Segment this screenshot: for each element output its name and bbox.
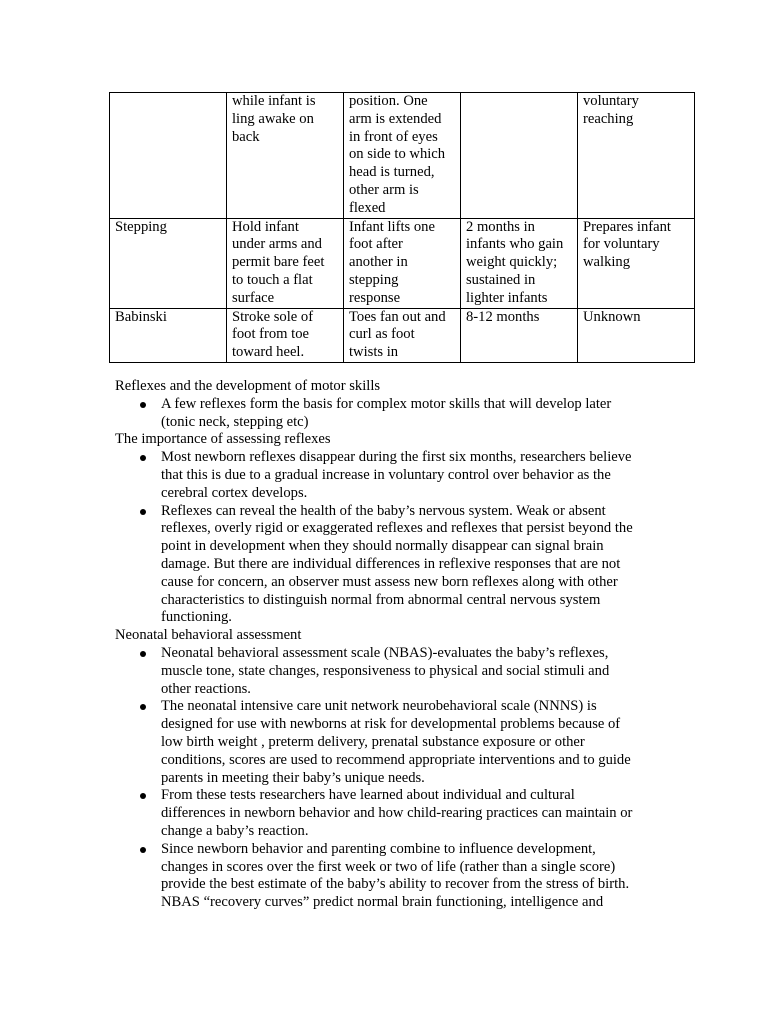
cell-text-line: sustained in <box>466 271 536 288</box>
cell-text-line: Unknown <box>583 308 641 325</box>
bullet-text-line: Most newborn reflexes disappear during the first six months, researchers believe <box>161 449 632 466</box>
bullet-text-line: changes in scores over the first week or two of life (rather than a single score) <box>161 858 616 875</box>
cell-text-line: twists in <box>349 344 399 361</box>
cell-text-line: for voluntary <box>583 236 660 253</box>
bullet-text-line: low birth weight , preterm delivery, prenatal substance exposure or other <box>161 733 585 750</box>
section-heading: Reflexes and the development of motor skills <box>115 378 381 394</box>
bullet-text-line: Neonatal behavioral assessment scale (NBAS)-evaluates the baby’s reflexes, <box>161 644 609 661</box>
bullet-dot-icon <box>140 402 146 408</box>
bullet-list <box>115 449 675 627</box>
bullet-text-line: reflexes, overly rigid or exaggerated reflexes and reflexes that persist beyond the <box>161 520 633 537</box>
cell-text-line: 8-12 months <box>466 308 540 325</box>
cell-text-line: arm is extended <box>349 110 442 127</box>
section-heading: Neonatal behavioral assessment <box>115 627 302 644</box>
bullet-list <box>115 396 675 432</box>
cell-text-line: other arm is <box>349 181 419 198</box>
bullet-text-line: muscle tone, state changes, responsiveness to physical and social stimuli and <box>161 662 610 679</box>
bullet-text-line: NBAS “recovery curves” predict normal brain functioning, intelligence and <box>161 894 604 911</box>
table-cell <box>110 93 227 219</box>
bullet-text-line: characteristics to distinguish normal from abnormal central nervous system <box>161 591 601 608</box>
bullet-dot-icon <box>140 651 146 657</box>
cell-text-line: Stepping <box>115 218 167 235</box>
bullet-text-line: (tonic neck, stepping etc) <box>161 413 309 430</box>
cell-text-line: curl as foot <box>349 326 415 343</box>
cell-text-line: Babinski <box>115 308 167 325</box>
cell-text-line: in front of eyes <box>349 128 438 145</box>
bullet-text-line: provide the best estimate of the baby’s ability to recover from the stress of birth. <box>161 876 630 893</box>
bullet-text-line: point in development when they should normally disappear can signal brain <box>161 538 604 555</box>
bullet-item <box>115 698 675 787</box>
cell-text-line: infants who gain <box>466 236 564 253</box>
cell-text-line: Stroke sole of <box>232 308 314 325</box>
bullet-text-line: Since newborn behavior and parenting combine to influence development, <box>161 840 596 857</box>
document-body <box>115 378 675 912</box>
cell-text-line: position. One <box>349 93 428 109</box>
cell-text-line: voluntary <box>583 93 639 109</box>
cell-text-line: ling awake on <box>232 110 314 127</box>
table-cell <box>110 218 227 308</box>
table-cell <box>227 93 344 219</box>
cell-text-line: on side to which <box>349 146 446 163</box>
cell-text-line: flexed <box>349 199 386 216</box>
bullet-text-line: functioning. <box>161 609 232 626</box>
table-cell <box>461 308 578 362</box>
bullet-item <box>115 787 675 840</box>
table-cell <box>110 308 227 362</box>
bullet-dot-icon <box>140 847 146 853</box>
bullet-dot-icon <box>140 704 146 710</box>
bullet-text-line: differences in newborn behavior and how child-rearing practices can maintain or <box>161 805 633 822</box>
cell-text-line: Infant lifts one <box>349 218 435 235</box>
cell-text-line: walking <box>583 254 631 271</box>
table-row <box>110 308 695 362</box>
cell-text-line: Toes fan out and <box>349 308 446 325</box>
reflex-table-body <box>110 93 695 363</box>
bullet-text-line: designed for use with newborns at risk for developmental problems because of <box>161 716 621 733</box>
bullet-dot-icon <box>140 455 146 461</box>
bullet-text-line: change a baby’s reaction. <box>161 822 309 839</box>
bullet-list <box>115 645 675 912</box>
bullet-text-line: that this is due to a gradual increase in voluntary control over behavior as the <box>161 466 611 483</box>
cell-text-line: Prepares infant <box>583 218 671 235</box>
cell-text-line: while infant is <box>232 93 316 109</box>
table-cell <box>227 218 344 308</box>
cell-text-line: Hold infant <box>232 218 299 235</box>
bullet-text-line: From these tests researchers have learned about individual and cultural <box>161 787 575 804</box>
table-row <box>110 218 695 308</box>
bullet-text-line: conditions, scores are used to recommend appropriate interventions and to guide <box>161 751 631 768</box>
bullet-text-line: other reactions. <box>161 680 251 697</box>
bullet-item <box>115 645 675 698</box>
cell-text-line: surface <box>232 289 275 306</box>
bullet-item <box>115 841 675 912</box>
bullet-dot-icon <box>140 793 146 799</box>
table-cell <box>578 308 695 362</box>
cell-text-line: foot from toe <box>232 326 310 343</box>
cell-text-line: weight quickly; <box>466 254 558 271</box>
table-cell <box>578 218 695 308</box>
table-cell <box>461 93 578 219</box>
cell-text-line: reaching <box>583 110 634 127</box>
table-cell <box>344 93 461 219</box>
bullet-text-line: cerebral cortex develops. <box>161 484 308 501</box>
reflex-table <box>109 92 695 363</box>
cell-text-line: response <box>349 289 401 306</box>
bullet-text-line: damage. But there are individual differences in reflexive responses that are not <box>161 555 621 572</box>
cell-text-line: foot after <box>349 236 403 253</box>
table-cell <box>578 93 695 219</box>
table-cell <box>227 308 344 362</box>
cell-text-line: stepping <box>349 271 399 288</box>
bullet-item <box>115 396 675 432</box>
bullet-item <box>115 449 675 502</box>
cell-text-line: head is turned, <box>349 164 435 181</box>
bullet-text-line: cause for concern, an observer must assess new born reflexes along with other <box>161 573 618 590</box>
bullet-dot-icon <box>140 509 146 515</box>
bullet-item <box>115 503 675 628</box>
bullet-text-line: Reflexes can reveal the health of the baby’s nervous system. Weak or absent <box>161 502 606 519</box>
bullet-text-line: A few reflexes form the basis for complex motor skills that will develop later <box>161 395 612 412</box>
table-cell <box>461 218 578 308</box>
bullet-text-line: parents in meeting their baby’s unique needs. <box>161 769 425 786</box>
cell-text-line: under arms and <box>232 236 322 253</box>
table-cell <box>344 218 461 308</box>
cell-text-line: toward heel. <box>232 344 305 361</box>
bullet-text-line: The neonatal intensive care unit network neurobehavioral scale (NNNS) is <box>161 698 597 715</box>
table-row <box>110 93 695 219</box>
table-cell <box>344 308 461 362</box>
cell-text-line: 2 months in <box>466 218 535 235</box>
cell-text-line: lighter infants <box>466 289 548 306</box>
cell-text-line: permit bare feet <box>232 254 325 271</box>
cell-text-line: another in <box>349 254 408 271</box>
cell-text-line: to touch a flat <box>232 271 313 288</box>
section-heading: The importance of assessing reflexes <box>115 431 331 448</box>
cell-text-line: back <box>232 128 260 145</box>
